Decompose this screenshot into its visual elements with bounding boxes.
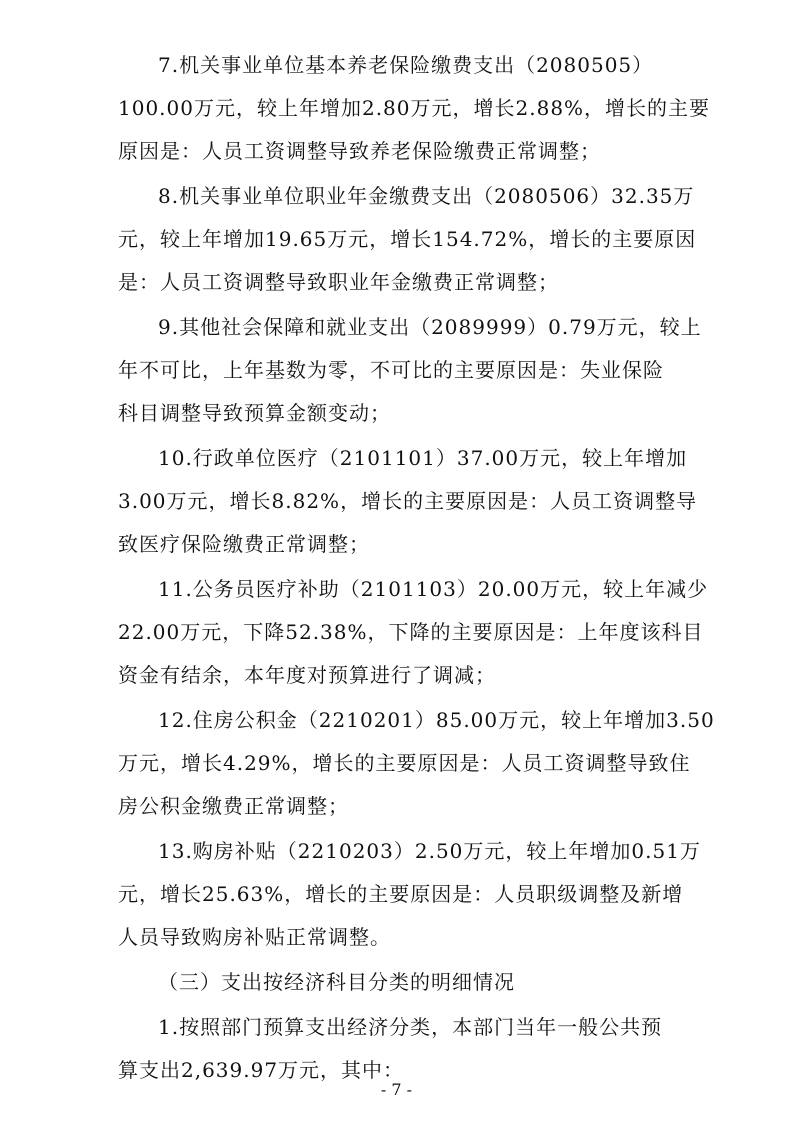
paragraph-civil-servant-medical-subsidy xyxy=(118,568,709,697)
text-line: 科目调整导致预算金额变动； xyxy=(118,401,391,425)
text-line: 原因是：人员工资调整导致养老保险缴费正常调整； xyxy=(118,139,601,163)
text-line: 1.按照部门预算支出经济分类，本部门当年一般公共预 xyxy=(158,1015,663,1039)
text-line: 致医疗保险缴费正常调整； xyxy=(118,532,370,556)
paragraph-occupational-annuity xyxy=(118,175,696,304)
paragraph-housing-subsidy xyxy=(118,830,701,959)
text-line: 13.购房补贴（2210203）2.50万元，较上年增加0.51万 xyxy=(158,839,701,863)
paragraph-housing-fund xyxy=(118,699,715,828)
paragraph-administrative-medical xyxy=(118,437,696,566)
text-line: 资金有结余，本年度对预算进行了调减； xyxy=(118,663,496,687)
text-line: 元，较上年增加19.65万元，增长154.72%，增长的主要原因 xyxy=(118,227,697,251)
text-line: 11.公务员医疗补助（2101103）20.00万元，较上年减少 xyxy=(158,577,709,601)
text-line: 9.其他社会保障和就业支出（2089999）0.79万元，较上 xyxy=(158,315,702,339)
text-line: 3.00万元，增长8.82%，增长的主要原因是：人员工资调整导 xyxy=(118,489,698,513)
text-line: 8.机关事业单位职业年金缴费支出（2080506）32.35万 xyxy=(158,184,695,208)
paragraph-other-social-security xyxy=(118,306,702,435)
text-line: 是：人员工资调整导致职业年金缴费正常调整； xyxy=(118,270,559,294)
text-line: 算支出2,639.97万元，其中： xyxy=(118,1058,405,1082)
text-line: 人员导致购房补贴正常调整。 xyxy=(118,925,391,949)
paragraph-pension-insurance xyxy=(118,44,711,173)
text-line: 10.行政单位医疗（2101101）37.00万元，较上年增加 xyxy=(158,446,688,470)
section-heading xyxy=(118,961,696,1004)
text-line: 房公积金缴费正常调整； xyxy=(118,794,349,818)
document-body xyxy=(118,44,715,1094)
text-line: 100.00万元，较上年增加2.80万元，增长2.88%，增长的主要 xyxy=(118,96,711,120)
section-heading-text: （三）支出按经济科目分类的明细情况 xyxy=(158,970,515,994)
page-number: - 7 - xyxy=(380,1080,413,1099)
text-line: 22.00万元，下降52.38%，下降的主要原因是：上年度该科目 xyxy=(118,620,704,644)
text-line: 7.机关事业单位基本养老保险缴费支出（2080505） xyxy=(158,53,654,77)
text-line: 元，增长25.63%，增长的主要原因是：人员职级调整及新增 xyxy=(118,882,684,906)
text-line: 万元，增长4.29%，增长的主要原因是：人员工资调整导致住 xyxy=(118,751,691,775)
text-line: 年不可比，上年基数为零，不可比的主要原因是：失业保险 xyxy=(118,358,664,382)
text-line: 12.住房公积金（2210201）85.00万元，较上年增加3.50 xyxy=(158,708,715,732)
